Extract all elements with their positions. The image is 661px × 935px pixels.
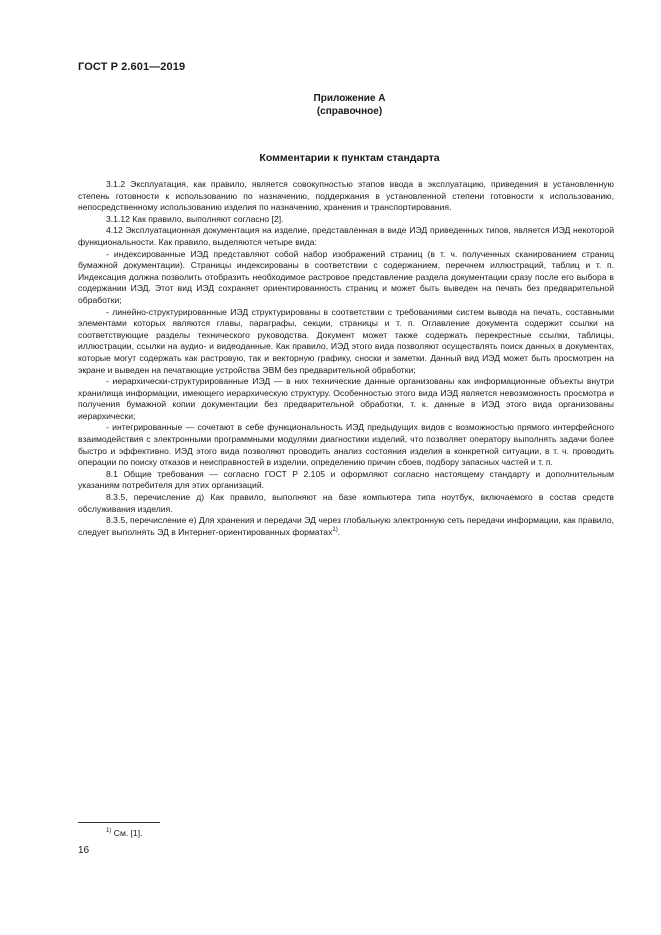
paragraph-3-1-2: 3.1.2 Эксплуатация, как правило, является совокупностью этапов ввода в эксплуатацию, приведения в установленную степень готовности к использованию по назначению, поддержания в установленной степени готовности к использованию, непосредственному использованию изделия по назначению, хранения и транспортирования. xyxy=(78,179,614,213)
paragraph-8-3-5-e-text: 8.3.5, перечисление е) Для хранения и передачи ЭД через глобальную электронную сеть передачи информации, как правило, следует выполнять ЭД в Интернет-ориентированных форматах xyxy=(78,515,614,537)
list-item-integrated: - интегрированные — сочетают в себе функциональность ИЭД предыдущих видов с возможностью прямого интерфейсного взаимодействия с электронными программными модулями диагностики изделий, что позволяет оператору выполнять задачи более быстро и эффективно. ИЭД этого вида позволяют проводить анализ состояния изделия в конкретной ситуации, в т. ч. проводить операции по поиску отказов и неисправностей в изделии, определению причин сбоев, подбору запасных частей и т. п. xyxy=(78,422,614,468)
footnote-text: См. [1]. xyxy=(113,828,143,838)
footnote xyxy=(106,828,143,838)
appendix-title: Приложение А xyxy=(313,93,386,104)
list-item-indexed: - индексированные ИЭД представляют собой набор изображений страниц (в т. ч. полученных сканированием страниц бумажной документации). Страницы индексированы в соответствии с содержанием, перечнем иллюстраций, таблиц и т. п. Индексация должна позволить отобразить необходимое растровое представление раздела документации сразу после его выбора в содержании ИЭД. Этот вид ИЭД сохраняет ориентированность страниц и может быть выведен на печать без предварительной обработки; xyxy=(78,248,614,305)
paragraph-3-1-12: 3.1.12 Как правило, выполняют согласно [2]. xyxy=(106,213,284,224)
list-item-linear: - линейно-структурированные ИЭД структурированы в соответствии с требованиями систем вывода на печать, составными элементами которых являются главы, параграфы, секции, страницы и т. п. Оглавление документа содержит ссылки на соответствующие разделы технического руководства. Документ может также содержать перекрестные ссылки, таблицы, иллюстрации, ссылки на аудио- и видеоданные. Как правило, ИЭД этого вида позволяют осуществлять поиск данных в документах, которые могут содержать как растровую, так и векторную графику, сноски и заметки. Данный вид ИЭД может быть просмотрен на экране и выведен на печатающие устройства ЭВМ без предварительной обработки; xyxy=(78,306,614,375)
section-title xyxy=(0,152,661,164)
paragraph-4-12: 4.12 Эксплуатационная документация на изделие, представленная в виде ИЭД приведенных типов, является ИЭД некоторой функциональности. Как правило, выделяются четыре вида: xyxy=(78,225,614,247)
document-header: ГОСТ Р 2.601—2019 xyxy=(78,61,186,73)
paragraph-8-1: 8.1 Общие требования — согласно ГОСТ Р 2.105 и оформляют согласно настоящему стандарту и дополнительным указаниям потребителя для этих организаций. xyxy=(78,468,614,491)
section-title-text: Комментарии к пунктам стандарта xyxy=(259,152,440,164)
appendix-heading xyxy=(0,92,661,118)
page-number: 16 xyxy=(78,845,90,856)
appendix-subtitle: (справочное) xyxy=(316,106,383,117)
paragraph-8-3-5-d: 8.3.5, перечисление д) Как правило, выполняют на базе компьютера типа ноутбук, включаемого в состав средств обслуживания изделия. xyxy=(78,492,614,514)
footnote-divider xyxy=(78,822,160,823)
list-item-hierarchical: - иерархически-структурированные ИЭД — в них технические данные организованы как информационные объекты внутри хранилища информации, имеющего иерархическую структуру. Особенностью этого вида ИЭД является невозможность просмотра и получения бумажной копии документации без предварительной обработки, т. к. данные в ИЭД этого вида организованы иерархически; xyxy=(78,376,614,421)
footnote-reference: 1) xyxy=(332,526,338,533)
footnote-marker: 1) xyxy=(106,828,112,835)
body-text xyxy=(78,179,614,538)
paragraph-8-3-5-e: 8.3.5, перечисление е) Для хранения и передачи ЭД через глобальную электронную сеть передачи информации, как правило, следует выполнять ЭД в Интернет-ориентированных форматах$^{1)}$. xyxy=(78,515,614,537)
